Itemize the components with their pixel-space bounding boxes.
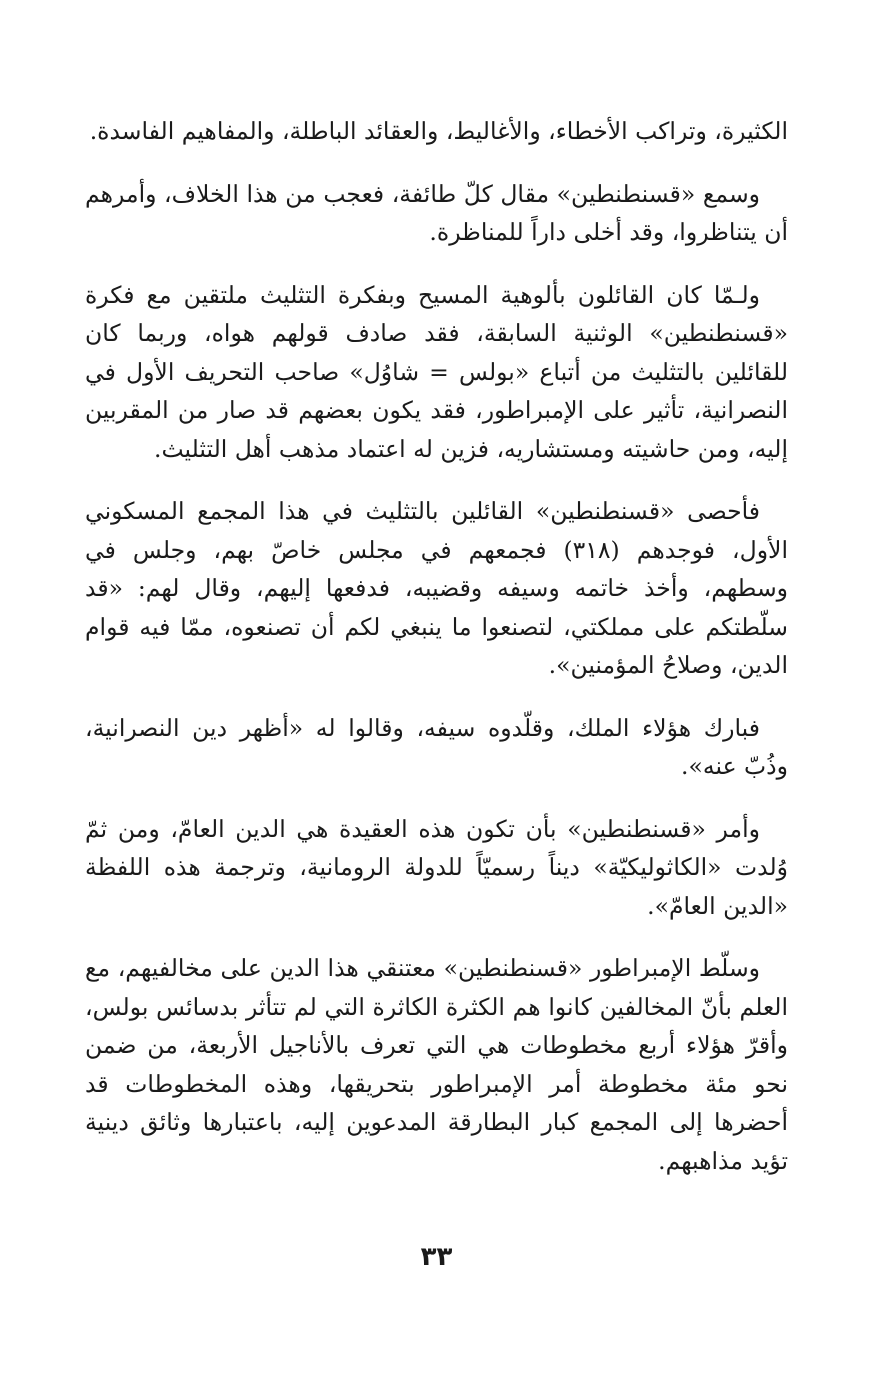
page-number: ٣٣	[420, 1242, 453, 1272]
paragraph-3: ولـمّا كان القائلون بألوهية المسيح وبفكرة التثليث ملتقين مع فكرة «قسنطنطين» الوثنية السابقة، فقد صادف قولهم هواه، وربما كان للقائلين بالتثليث من أتباع «بولس = شاوُل» صاحب التحريف الأول في النصرانية، تأثير على الإمبراطور، فقد يكون بعضهم قد صار من المقربين إليه، ومن حاشيته ومستشاريه، فزين له اعتماد مذهب أهل التثليث.	[85, 280, 788, 463]
paragraph-6: وأمر «قسنطنطين» بأن تكون هذه العقيدة هي الدين العامّ، ومن ثمّ وُلدت «الكاثوليكيّة» ديناً رسميّاً للدولة الرومانية، وترجمة هذه اللفظة «الدين العامّ».	[85, 814, 788, 920]
paragraph-1: الكثيرة، وتراكب الأخطاء، والأغاليط، والعقائد الباطلة، والمفاهيم الفاسدة.	[89, 117, 788, 145]
paragraph-4: فأحصى «قسنطنطين» القائلين بالتثليث في هذا المجمع المسكوني الأول، فوجدهم (٣١٨) فجمعهم في مجلس خاصّ بهم، وجلس في وسطهم، وأخذ خاتمه وسيفه وقضيبه، فدفعها إليهم، وقال لهم: «قد سلّطتكم على مملكتي، لتصنعوا ما ينبغي لكم أن تصنعوه، ممّا فيه قوام الدين، وصلاحُ المؤمنين».	[85, 497, 788, 679]
paragraph-7: وسلّط الإمبراطور «قسنطنطين» معتنقي هذا الدين على مخالفيهم، مع العلم بأنّ المخالفين كانوا هم الكثرة الكاثرة التي لم تتأثر بدسائس بولس، وأقرّ هؤلاء أربع مخطوطات هي التي تعرف بالأناجيل الأربعة، من ضمن نحو مئة مخطوطة أمر الإمبراطور بتحريقها، وهذه المخطوطات قد أحضرها إلى المجمع كبار البطارقة المدعوين إليه، باعتبارها وثائق دينية تؤيد مذاهبهم.	[85, 954, 788, 1175]
page-body	[85, 112, 788, 1204]
paragraph-2: وسمع «قسنطنطين» مقال كلّ طائفة، فعجب من هذا الخلاف، وأمرهم أن يتناظروا، وقد أخلى داراً للمناظرة.	[85, 179, 788, 246]
paragraph-5: فبارك هؤلاء الملك، وقلّدوه سيفه، وقالوا له «أظهر دين النصرانية، وذُبّ عنه».	[85, 713, 788, 780]
